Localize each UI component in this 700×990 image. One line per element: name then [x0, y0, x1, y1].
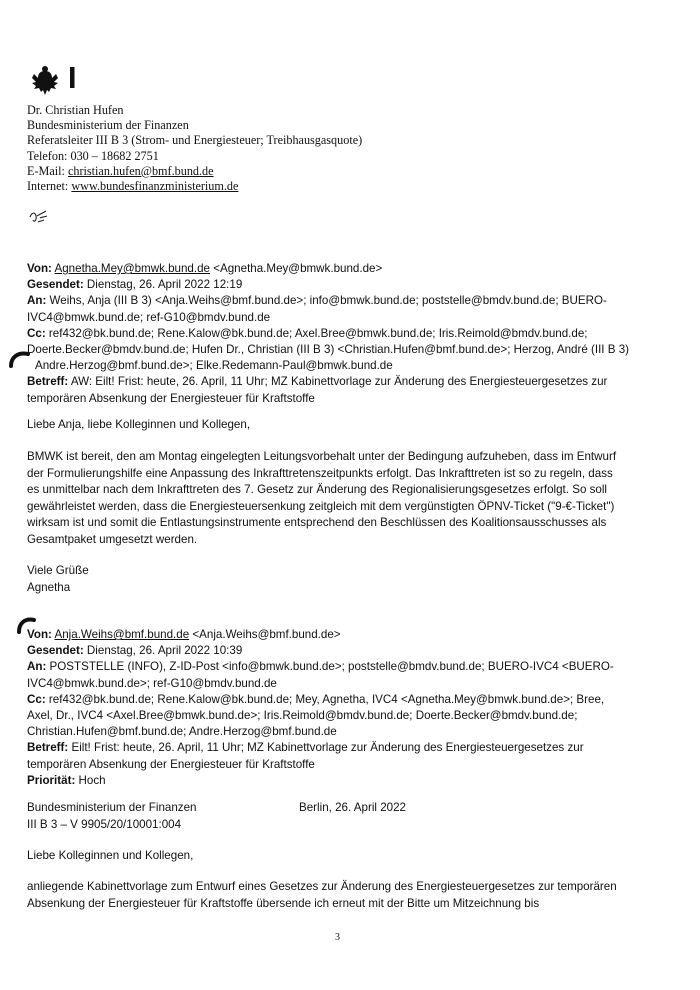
email2-from-link[interactable]: Anja.Weihs@bmf.bund.de: [54, 628, 190, 641]
sender-block: [27, 103, 362, 194]
email1-header: [27, 261, 672, 407]
sender-email-link[interactable]: christian.hufen@bmf.bund.de: [67, 163, 214, 178]
email2-to: An: POSTSTELLE (INFO), Z-ID-Post <info@bmwk.bund.de>; poststelle@bmdv.bund.de; BUERO-IVC4 <BUERO-: [27, 660, 614, 674]
email1-greeting: Liebe Anja, liebe Kolleginnen und Kollegen,: [27, 418, 251, 431]
email1-from-link[interactable]: Agnetha.Mey@bmwk.bund.de: [54, 262, 210, 275]
email2-priority: Priorität: Hoch: [27, 773, 106, 787]
email2-cc-cont1: Axel, Dr., IVC4 <Axel.Bree@bmwk.bund.de>; Iris.Reimold@bmdv.bund.de; Doerte.Becker@bmdv.bund.de;: [27, 709, 578, 723]
email2-place-date: Berlin, 26. April 2022: [299, 801, 406, 814]
email2-letterhead: [27, 800, 672, 833]
sender-name: Dr. Christian Hufen: [27, 103, 124, 117]
scan-artifact-icon: [8, 349, 32, 369]
email2-to-cont: IVC4@bmwk.bund.de>; ref-G10@bmdv.bund.de: [27, 676, 277, 690]
sender-internet-line: Internet: www.bundesfinanzministerium.de: [27, 179, 239, 194]
email2-header: [27, 627, 672, 789]
email2-greeting: Liebe Kolleginnen und Kollegen,: [27, 849, 194, 862]
email1-to: An: Weihs, Anja (III B 3) <Anja.Weihs@bmf.bund.de>; info@bmwk.bund.de; poststelle@bmdv.bund.de; BUERO-: [27, 294, 607, 308]
email1-body: BMWK ist bereit, den am Montag eingelegten Leitungsvorbehalt unter der Bedingung aufzuheben, dass im Entwurf der Formulierungshilfe eine Anpassung des Inkrafttretenszeitpunkts erfolgt. Das Inkrafttreten ist so zu regeln, dass es unmittelbar nach dem Inkrafttreten des 7. Gesetz zur Änderung des Regionalisierungsgesetzes erfolgt. So soll gewährleistet werden, dass die Energiesteuersenkung zeitgleich mit dem vergünstigten ÖPNV-Ticket ("9-€-Ticket") wirksam ist und somit die Entlastungsinstrumente entsprechend den Beschlüssen des Koalitionsausschusses als Gesamtpaket umgesetzt werden.: [27, 450, 617, 546]
email1-cc-cont2: Andre.Herzog@bmf.bund.de>; Elke.Redemann-Paul@bmwk.bund.de: [35, 359, 393, 373]
email2-org: Bundesministerium der Finanzen: [27, 801, 197, 814]
handwritten-mark-icon: [28, 208, 50, 226]
email2-subject-cont: temporären Absenkung der Energiesteuer für Kraftstoffe: [27, 757, 315, 771]
sender-position: Referatsleiter III B 3 (Strom- und Energiesteuer; Treibhausgasquote): [27, 133, 363, 148]
email2-from: Von: Anja.Weihs@bmf.bund.de <Anja.Weihs@bmf.bund.de>: [27, 628, 341, 641]
email1-to-cont: IVC4@bmwk.bund.de; ref-G10@bmdv.bund.de: [27, 310, 271, 324]
email2-cc: Cc: ref432@bk.bund.de; Rene.Kalow@bk.bund.de; Mey, Agnetha, IVC4 <Agnetha.Mey@bmwk.bund.de>; Bree,: [27, 692, 605, 706]
email2-reference: III B 3 – V 9905/20/10001:004: [27, 817, 182, 831]
page-number: 3: [335, 932, 340, 943]
sender-internet-link[interactable]: www.bundesfinanzministerium.de: [71, 179, 239, 194]
email1-sent: Gesendet: Dienstag, 26. April 2022 12:19: [27, 278, 243, 292]
email1-from: Von: Agnetha.Mey@bmwk.bund.de <Agnetha.Mey@bmwk.bund.de>: [27, 262, 383, 275]
email1-signoff: Viele Grüße Agnetha: [27, 564, 89, 594]
email2-subject: Betreff: Eilt! Frist: heute, 26. April, 11 Uhr; MZ Kabinettvorlage zur Änderung des Energiesteuergesetzes zur: [27, 741, 584, 755]
federal-eagle-icon: [30, 64, 80, 98]
email1-cc: Cc: ref432@bk.bund.de; Rene.Kalow@bk.bund.de; Axel.Bree@bmwk.bund.de; Iris.Reimold@bmdv.bund.de;: [27, 326, 588, 340]
email1-subject-cont: temporären Absenkung der Energiesteuer für Kraftstoffe: [27, 391, 315, 405]
email2-sent: Gesendet: Dienstag, 26. April 2022 10:39: [27, 644, 243, 658]
sender-email-line: E-Mail: christian.hufen@bmf.bund.de: [27, 163, 214, 178]
email2-cc-cont2: Christian.Hufen@bmf.bund.de; Andre.Herzog@bmf.bund.de: [27, 725, 337, 739]
sender-phone: Telefon: 030 – 18682 2751: [27, 148, 159, 163]
sender-ministry: Bundesministerium der Finanzen: [27, 118, 189, 133]
email2-body: anliegende Kabinettvorlage zum Entwurf eines Gesetzes zur Änderung des Energiesteuergesetzes zur temporären Absenkung der Energiesteuer für Kraftstoffe übersende ich erneut mit der Bitte um Mitzeichnung bis: [27, 880, 617, 910]
email1-subject: Betreff: AW: Eilt! Frist: heute, 26. April, 11 Uhr; MZ Kabinettvorlage zur Änderung des Energiesteuergesetzes zur: [27, 375, 608, 389]
email1-cc-cont1: Doerte.Becker@bmdv.bund.de; Hufen Dr., Christian (III B 3) <Christian.Hufen@bmf.bund.de>; Herzog, André (III B 3): [27, 343, 630, 357]
